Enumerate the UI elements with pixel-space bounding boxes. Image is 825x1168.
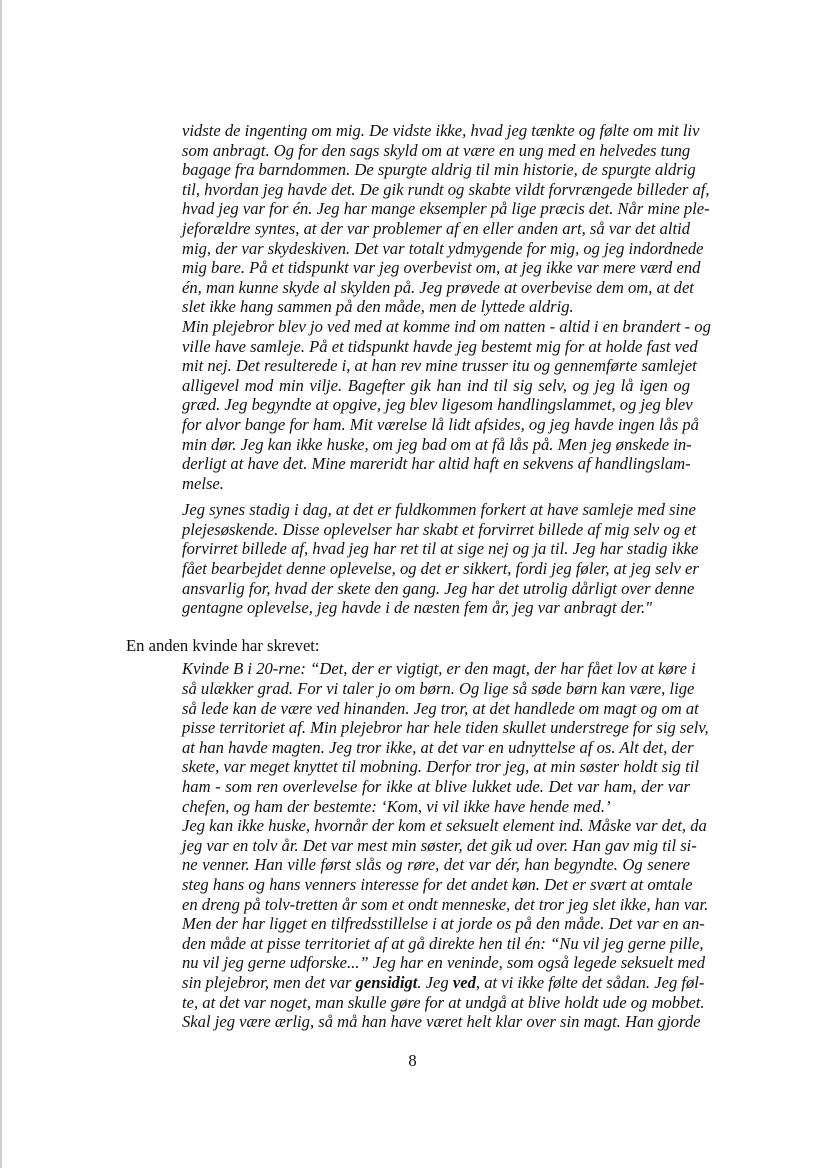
quote-line: derligt at have det. Mine mareridt har altid haft en sekvens af handlingslam- (182, 454, 691, 474)
quote-line: bagage fra barndommen. De spurgte aldrig til min historie, de spurgte aldrig (182, 160, 696, 180)
quote-paragraph (182, 500, 699, 618)
quote-line: jeg var en tolv år. Det var mest min søster, det gik ud over. Han gav mig til si- (182, 835, 697, 855)
quote-line: en dreng på tolv-tretten år som et ondt menneske, det tror jeg slet ikke, han var. (182, 894, 709, 914)
quote-line: den måde at pisse territoriet af at gå direkte hen til én: “Nu vil jeg gerne pille, (182, 933, 704, 953)
quote-line: slet ikke hang sammen på den måde, men de lyttede aldrig. (182, 297, 574, 317)
quote-line: Jeg kan ikke huske, hvornår der kom et seksuelt element ind. Måske var det, da (182, 816, 707, 836)
quote-line: pisse territoriet af. Min plejebror har hele tiden skullet understrege for sig selv, (182, 718, 709, 738)
quote-line: som anbragt. Og for den sags skyld om at være en ung med en helvedes tung (182, 140, 691, 160)
quote-line: gentagne oplevelse, jeg havde i de næsten fem år, jeg var anbragt der." (182, 598, 653, 618)
quote-paragraph (182, 121, 710, 317)
quote-line: Men der har ligget en tilfredsstillelse i at jorde os på den måde. Det var en an- (182, 914, 705, 934)
quote-line: skete, var meget knyttet til mobning. Derfor tror jeg, at min søster holdt sig til (182, 757, 699, 777)
quote-line: te, at det var noget, man skulle gøre for at undgå at blive holdt ude og mobbet. (182, 992, 705, 1012)
quote-line: ne venner. Han ville først slås og røre, det var dér, han begyndte. Og senere (182, 855, 690, 875)
quote-line: vidste de ingenting om mig. De vidste ikke, hvad jeg tænkte og følte om mit liv (182, 121, 700, 140)
quote-line: steg hans og hans venners interesse for det andet køn. Det er svært at omtale (182, 874, 693, 894)
quote-line: Min plejebror blev jo ved med at komme ind om natten - altid i en brandert - og (182, 316, 711, 336)
quote-line: Skal jeg være ærlig, så må han have været helt klar over sin magt. Han gjorde (182, 1012, 701, 1032)
quote-line: mit nej. Det resulterede i, at han rev mine trusser itu og gennemførte samlejet (182, 356, 697, 376)
quote-line: hvad jeg var for én. Jeg har mange eksempler på lige præcis det. Når mine ple- (182, 199, 710, 219)
emphasis-ved: ved (452, 972, 476, 992)
quote-block-1 (182, 121, 711, 618)
quote-line: til, hvordan jeg havde det. De gik rundt og skabte vildt forvrængede billeder af, (182, 179, 710, 199)
quote-line: at han havde magten. Jeg tror ikke, at det var en udnyttelse af os. Alt det, der (182, 737, 694, 757)
quote-line: mig, der var skydeskiven. Det var totalt ydmygende for mig, og jeg indordnede (182, 238, 704, 258)
quote-line: plejesøskende. Disse oplevelser har skabt et forvirret billede af mig selv og et (182, 519, 697, 539)
quote-line: min dør. Jeg kan ikke huske, om jeg bad om at få lås på. Men jeg ønskede in- (182, 434, 692, 454)
quote-block-2 (182, 659, 709, 1032)
quote-line: nu vil jeg gerne udforske...” Jeg har en veninde, som også legede seksuelt med (182, 953, 706, 973)
quote-line: chefen, og ham der bestemte: ‘Kom, vi vil ikke have hende med.’ (182, 796, 611, 816)
quote-line: ansvarlig for, hvad der skete den gang. Jeg har det utrolig dårligt over denne (182, 578, 695, 598)
quote-paragraph (182, 659, 709, 816)
quote-line: alligevel mod min vilje. Bagefter gik han ind til sig selv, og jeg lå igen og (182, 375, 690, 395)
quote-line: én, man kunne skyde al skylden på. Jeg prøvede at overbevise dem om, at det (182, 277, 694, 297)
quote-line: ville have samleje. På et tidspunkt havde jeg bestemt mig for at holde fast ved (182, 336, 698, 356)
quote-line: fået bearbejdet denne oplevelse, og det er sikkert, fordi jeg føler, at jeg selv er (182, 559, 699, 579)
quote-line: så ulækker grad. For vi taler jo om børn. Og lige så søde børn kan være, lige (182, 679, 695, 699)
quote-paragraph (182, 992, 705, 1032)
quote-line: græd. Jeg begyndte at opgive, jeg blev ligesom handlingslammet, og jeg blev (182, 395, 693, 415)
emphasis-gensidigt: gensidigt (355, 972, 418, 992)
text-segment: . Jeg (417, 972, 453, 992)
page-number: 8 (408, 1051, 417, 1070)
text-segment: , at vi ikke følte det sådan. Jeg føl- (475, 972, 705, 992)
intro-text: En anden kvinde har skrevet: (126, 635, 320, 655)
page-body (0, 121, 825, 1032)
text-segment: sin plejebror, men det var (182, 972, 356, 992)
quote-line: Kvinde B i 20-rne: “Det, der er vigtigt, er den magt, der har fået lov at køre i (182, 659, 696, 679)
quote-line: for alvor bange for ham. Mit værelse lå lidt afsides, og jeg havde ingen lås på (182, 414, 699, 434)
quote-line-with-emphasis (182, 972, 705, 993)
quote-line: så lede kan de være ved hinanden. Jeg tror, at det handlede om magt og om at (182, 698, 699, 718)
quote-line: Jeg synes stadig i dag, at det er fuldkommen forkert at have samleje med sine (182, 500, 696, 520)
quote-paragraph (182, 316, 711, 493)
quote-line: forvirret billede af, hvad jeg har ret til at sige nej og ja til. Jeg har stadig ikke (182, 539, 699, 559)
quote-line: melse. (182, 473, 224, 493)
quote-paragraph (182, 816, 709, 973)
quote-line: jeforældre syntes, at der var problemer af en eller anden art, så var det altid (182, 218, 690, 238)
quote-line: ham - som ren overlevelse for ikke at blive lukket ude. Det var ham, der var (182, 777, 690, 796)
quote-line: mig bare. På et tidspunkt var jeg overbevist om, at jeg ikke var mere værd end (182, 258, 701, 278)
